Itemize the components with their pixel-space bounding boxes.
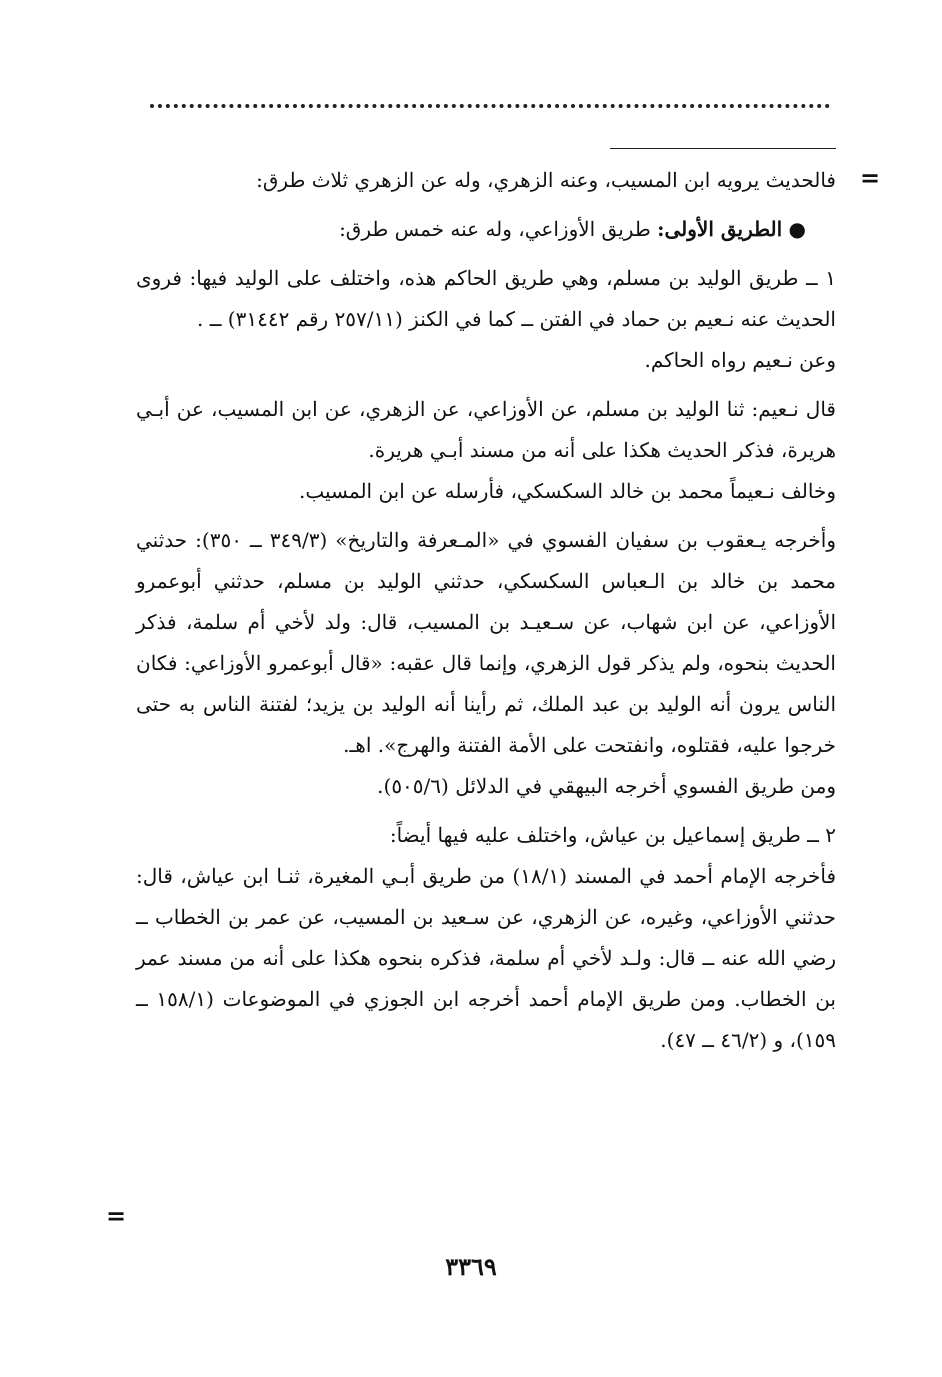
- intro-paragraph: فالحديث يرويه ابن المسيب، وعنه الزهري، وله عن الزهري ثلاث طرق:: [256, 168, 836, 192]
- footnote-rule: [610, 148, 836, 149]
- section-title: الطريق الأولى:: [657, 217, 783, 241]
- paragraph-6: ومن طريق الفسوي أخرجه البيهقي في الدلائل (٥٠٥/٦).: [377, 774, 836, 798]
- paragraph-3: قال نـعيم: ثنا الوليد بن مسلم، عن الأوزاعي، عن الزهري، عن ابن المسيب، عن أبـي هريرة، فذكر الحديث هكذا على أنه من مسند أبـي هريرة.: [136, 397, 836, 462]
- paragraph-2: وعن نـعيم رواه الحاكم.: [644, 348, 836, 372]
- paragraph-5: وأخرجه يـعقوب بن سفيان الفسوي في «المـعرفة والتاريخ» (٣٤٩/٣ ــ ٣٥٠): حدثني محمد بن خالد بن الـعباس السكسكي، حدثني الوليد بن مسلم، حدثني أبوعمرو الأوزاعي، عن ابن شهاب، عن سـعيـد بن المسيب، قال: ولد لأخي أم سلمة، فذكر الحديث بنحوه، ولم يذكر قول الزهري، وإنما قال عقبه: «قال أبوعمرو الأوزاعي: فكان الناس يرون أنه الوليد بن عبد الملك، ثم رأينا أنه الوليد بن يزيد؛ لفتنة الناس به حتى خرجوا عليه، فقتلوه، وانفتحت على الأمة الفتنة والهرج». اهـ.: [136, 528, 837, 757]
- section-heading: [136, 209, 836, 250]
- paragraph-7: ٢ ــ طريق إسماعيل بن عياش، واختلف عليه فيها أيضاً:: [389, 823, 836, 847]
- margin-mark-bottom: =: [106, 1201, 127, 1230]
- paragraph-1: ١ ــ طريق الوليد بن مسلم، وهي طريق الحاكم هذه، واختلف على الوليد فيها: فروى الحديث عنه نـعيم بن حماد في الفتن ــ كما في الكنز (٢٥٧/١١ رقم ٣١٤٤٢) ــ .: [136, 266, 836, 331]
- margin-mark-top: =: [860, 163, 881, 192]
- paragraph-4: وخالف نـعيماً محمد بن خالد السكسكي، فأرسله عن ابن المسيب.: [299, 479, 836, 503]
- dotted-separator: [150, 104, 830, 108]
- bullet-icon: ●: [788, 217, 806, 241]
- paragraph-8: فأخرجه الإمام أحمد في المسند (١٨/١) من طريق أبـي المغيرة، ثنـا ابن عياش، قال: حدثني الأوزاعي، وغيره، عن الزهري، عن سـعيد بن المسيب، عن عمر بن الخطاب ــ رضي الله عنه ــ قال: ولـد لأخي أم سلمة، فذكره بنحوه هكذا على أنه من مسند عمر بن الخطاب. ومن طريق الإمام أحمد أخرجه ابن الجوزي في الموضوعات (١٥٨/١ ــ ١٥٩)، و (٤٦/٢ ــ ٤٧).: [136, 864, 837, 1052]
- page-number: ٣٣٦٩: [445, 1252, 497, 1281]
- footnote-text: [136, 160, 836, 1061]
- section-text: طريق الأوزاعي، وله عنه خمس طرق:: [339, 217, 651, 241]
